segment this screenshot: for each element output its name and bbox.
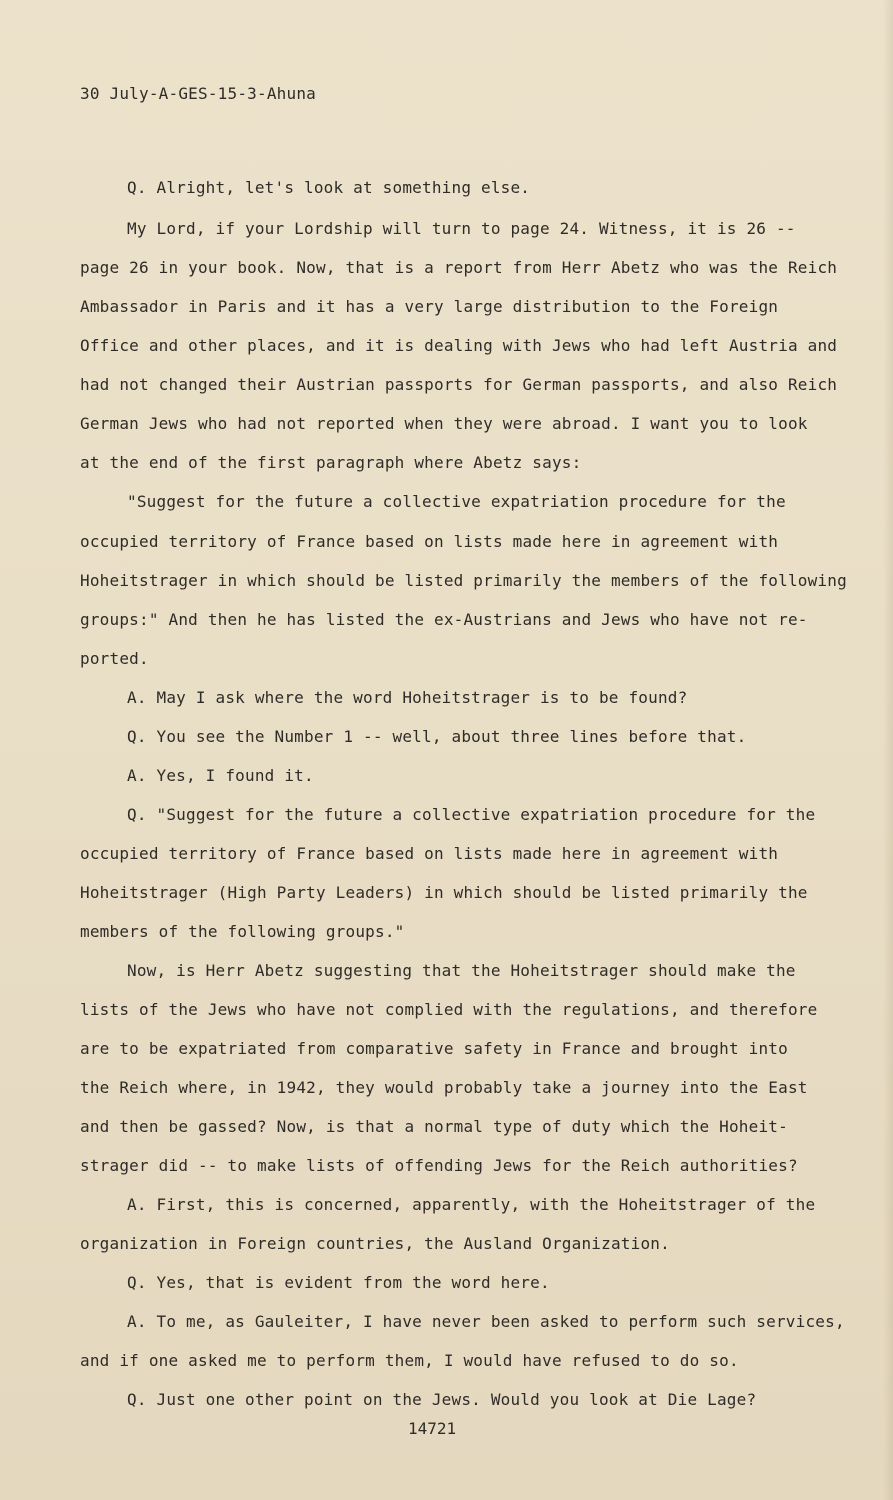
transcript-line: had not changed their Austrian passports for German passports, and also Reich	[80, 375, 838, 394]
transcript-line: Ambassador in Paris and it has a very large distribution to the Foreign	[80, 297, 779, 316]
transcript-line: Hoheitstrager in which should be listed primarily the members of the following	[80, 571, 847, 590]
transcript-line: at the end of the first paragraph where Abetz says:	[80, 453, 582, 472]
transcript-line: and then be gassed? Now, is that a normal type of duty which the Hoheit-	[80, 1117, 788, 1136]
transcript-line: A. To me, as Gauleiter, I have never been asked to perform such services,	[127, 1312, 845, 1331]
transcript-line: A. May I ask where the word Hoheitstrager is to be found?	[127, 688, 688, 707]
transcript-line: the Reich where, in 1942, they would probably take a journey into the East	[80, 1078, 808, 1097]
transcript-line: members of the following groups."	[80, 922, 405, 941]
transcript-line: Q. Just one other point on the Jews. Would you look at Die Lage?	[127, 1390, 757, 1409]
transcript-line: occupied territory of France based on lists made here in agreement with	[80, 844, 779, 863]
transcript-line: strager did -- to make lists of offending Jews for the Reich authorities?	[80, 1156, 798, 1175]
transcript-line: Now, is Herr Abetz suggesting that the Hoheitstrager should make the	[127, 961, 796, 980]
transcript-line: and if one asked me to perform them, I would have refused to do so.	[80, 1351, 739, 1370]
transcript-line: lists of the Jews who have not complied with the regulations, and therefore	[80, 1000, 818, 1019]
transcript-line: A. First, this is concerned, apparently, with the Hoheitstrager of the	[127, 1195, 816, 1214]
transcript-line: Q. You see the Number 1 -- well, about three lines before that.	[127, 727, 747, 746]
transcript-line: A. Yes, I found it.	[127, 766, 314, 785]
transcript-line: page 26 in your book. Now, that is a report from Herr Abetz who was the Reich	[80, 258, 838, 277]
transcript-line: ported.	[80, 649, 149, 668]
page-number: 14721	[408, 1419, 457, 1438]
transcript-line: Q. "Suggest for the future a collective expatriation procedure for the	[127, 805, 816, 824]
transcript-line: occupied territory of France based on lists made here in agreement with	[80, 532, 779, 551]
transcript-line: Office and other places, and it is dealing with Jews who had left Austria and	[80, 336, 838, 355]
transcript-line: German Jews who had not reported when they were abroad. I want you to look	[80, 414, 808, 433]
transcript-line: groups:" And then he has listed the ex-Austrians and Jews who have not re-	[80, 610, 808, 629]
transcript-line: My Lord, if your Lordship will turn to page 24. Witness, it is 26 --	[127, 219, 796, 238]
transcript-line: "Suggest for the future a collective expatriation procedure for the	[127, 492, 786, 511]
transcript-line: Q. Alright, let's look at something else.	[127, 178, 531, 197]
paper-edge-shadow	[883, 0, 893, 1500]
header-reference: 30 July-A-GES-15-3-Ahuna	[80, 84, 316, 103]
transcript-line: are to be expatriated from comparative safety in France and brought into	[80, 1039, 788, 1058]
transcript-line: Hoheitstrager (High Party Leaders) in which should be listed primarily the	[80, 883, 808, 902]
transcript-line: Q. Yes, that is evident from the word here.	[127, 1273, 550, 1292]
transcript-line: organization in Foreign countries, the Ausland Organization.	[80, 1234, 670, 1253]
